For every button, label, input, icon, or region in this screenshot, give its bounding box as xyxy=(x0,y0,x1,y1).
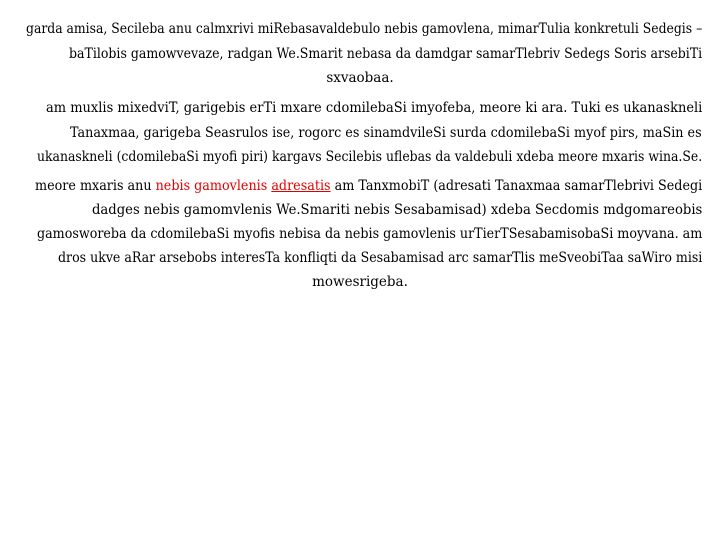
paragraph-1-line-1: garda amisa, Secileba anu calmxrivi miRebasavaldebulo nebis gamovlena, mimarTulia konkretuli Sedegis – xyxy=(26,21,703,37)
paragraph-3-line-3: gamosworeba da cdomilebaSi myofis nebisa da nebis gamovlenis urTierTSesabamisobaSi moyvana. am xyxy=(37,226,703,242)
paragraph-3-line-2: dadges nebis gamomvlenis We.Smariti nebis Sesabamisad) xdeba Secdomis mdgomareobis xyxy=(92,202,703,218)
paragraph-3-line-5: mowesrigeba. xyxy=(312,274,408,290)
paragraph-2-line-2: Tanaxmaa, garigeba Seasrulos ise, rogorc es sinamdvileSi surda cdomilebaSi myof pirs, maSin es xyxy=(70,125,702,141)
paragraph-3-line-4: dros ukve aRar arsebobs interesTa konfliqti da Sesabamisad arc samarTlis meSveobiTaa saWiro misi xyxy=(58,250,703,266)
paragraph-3-line-1-end: am TanxmobiT (adresati Tanaxmaa samarTlebrivi Sedegi xyxy=(330,178,703,194)
paragraph-3-line-1 xyxy=(35,177,702,195)
paragraph-1-line-2: baTilobis gamowvevaze, radgan We.Smarit nebasa da damdgar samarTlebriv Sedegs Soris arsebiTi xyxy=(69,46,703,62)
highlight-underlined-text: adresatis xyxy=(271,178,331,194)
paragraph-2-line-3: ukanaskneli (cdomilebaSi myofi piri) kargavs Secilebis uflebas da valdebuli xdeba meore mxaris wina.Se. xyxy=(37,149,703,165)
paragraph-3-line-1-start: meore mxaris anu xyxy=(35,178,156,194)
highlight-text: nebis gamovlenis xyxy=(155,178,268,194)
paragraph-1-line-3: sxvaobaa. xyxy=(326,70,394,86)
paragraph-2-line-1: am muxlis mixedviT, garigebis erTi mxare cdomilebaSi imyofeba, meore ki ara. Tuki es ukanasknelі xyxy=(46,100,703,116)
